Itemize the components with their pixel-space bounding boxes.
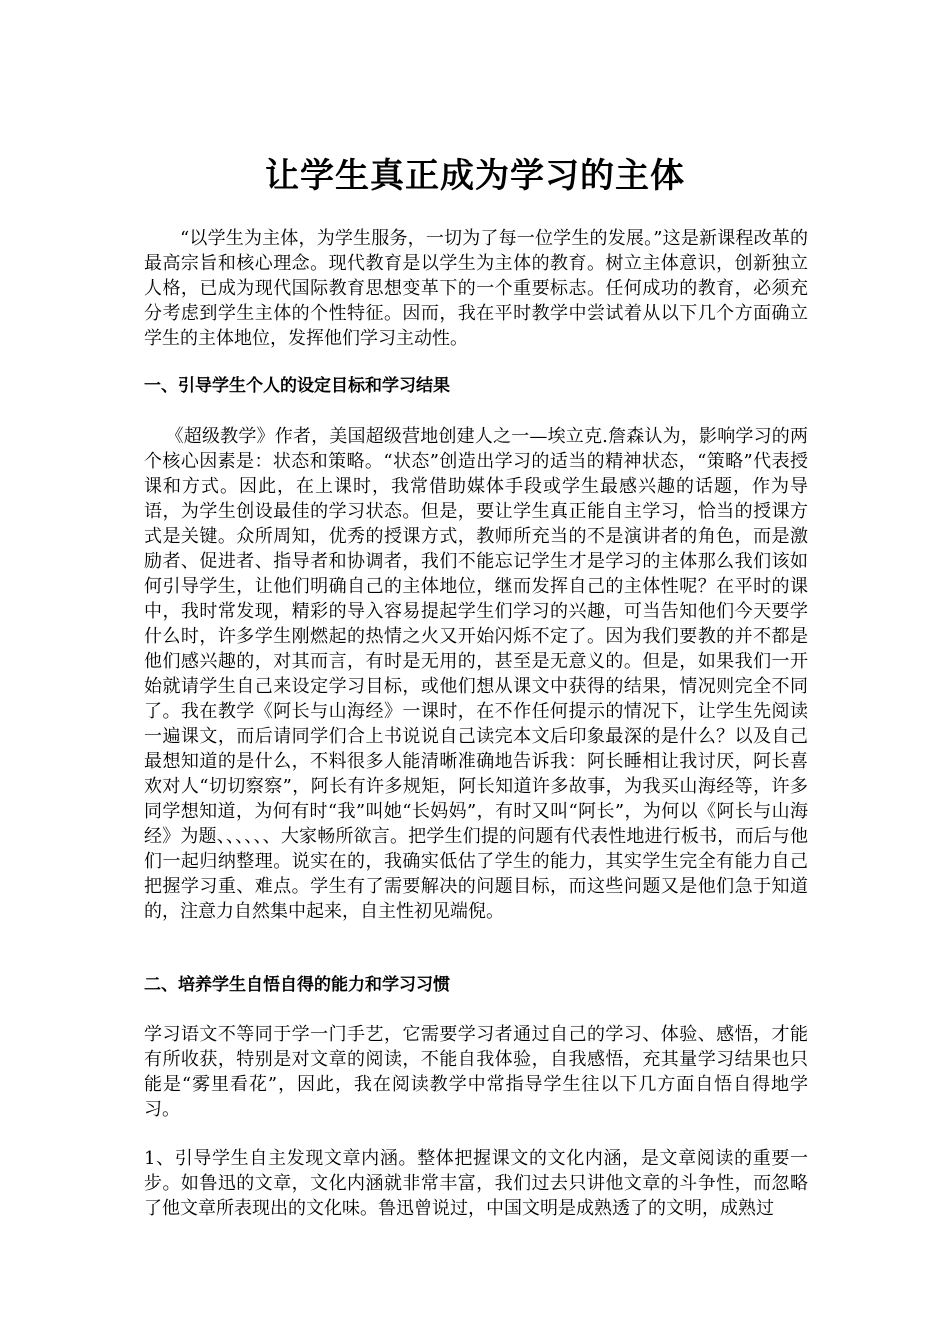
intro-paragraph: “以学生为主体，为学生服务，一切为了每一位学生的发展。”这是新课程改革的最高宗旨和核心理念。现代教育是以学生为主体的教育。树立主体意识，创新独立人格，已成为现代国际教育思想变革下的一个重要标志。任何成功的教育，必须充分考虑到学生主体的个性特征。因而，我在平时教学中尝试着从以下几个方面确立学生的主体地位，发挥他们学习主动性。: [144, 228, 808, 349]
section-1-paragraph: 《超级教学》作者，美国超级营地创建人之一—埃立克.詹森认为，影响学习的两个核心因素是：状态和策略。“状态”创造出学习的适当的精神状态，“策略”代表授课和方式。因此，在上课时，我常借助媒体手段或学生最感兴趣的话题，作为导语，为学生创设最佳的学习状态。但是，要让学生真正能自主学习，恰当的授课方式是关键。众所周知，优秀的授课方式，教师所充当的不是演讲者的角色，而是激励者、促进者、指导者和协调者，我们不能忘记学生才是学习的主体那么我们该如何引导学生，让他们明确自己的主体地位，继而发挥自己的主体性呢？在平时的课中，我时常发现，精彩的导入容易提起学生们学习的兴趣，可当告知他们今天要学什么时，许多学生刚燃起的热情之火又开始闪烁不定了。因为我们要教的并不都是他们感兴趣的，对其而言，有时是无用的，甚至是无意义的。但是，如果我们一开始就请学生自己来设定学习目标，或他们想从课文中获得的结果，情况则完全不同了。我在教学《阿长与山海经》一课时，在不作任何提示的情况下，让学生先阅读一遍课文，而后请同学们合上书说说自己读完本文后印象最深的是什么？以及自己最想知道的是什么，不料很多人能清晰准确地告诉我：阿长睡相让我讨厌，阿长喜欢对人“切切察察”，阿长有许多规矩，阿长知道许多故事，为我买山海经等，许多同学想知道，为何有时“我”叫她“长妈妈”，有时又叫“阿长”，为何以《阿长与山海经》为题、、、、、、大家畅所欲言。把学生们提的问题有代表性地进行板书，而后与他们一起归纳整理。说实在的，我确实低估了学生的能力，其实学生完全有能力自己把握学习重、难点。学生有了需要解决的问题目标，而这些问题又是他们急于知道的，注意力自然集中起来，自主性初见端倪。: [144, 426, 808, 922]
section-2-paragraph: 学习语文不等同于学一门手艺，它需要学习者通过自己的学习、体验、感悟，才能有所收获，特别是对文章的阅读，不能自我体验，自我感悟，充其量学习结果也只能是“雾里看花”，因此，我在阅读教学中常指导学生往以下几方面自悟自得地学习。: [144, 1024, 808, 1120]
section-heading-1: 一、引导学生个人的设定目标和学习结果: [144, 376, 450, 396]
section-heading-2: 二、培养学生自悟自得的能力和学习习惯: [144, 975, 450, 995]
section-2-item-1: 1、引导学生自主发现文章内涵。整体把握课文的文化内涵，是文章阅读的重要一步。如鲁迅的文章，文化内涵就非常丰富，我们过去只讲他文章的斗争性，而忽略了他文章所表现出的文化味。鲁迅曾说过，中国文明是成熟透了的文明，成熟过: [144, 1148, 808, 1219]
page-title: 让学生真正成为学习的主体: [265, 156, 685, 196]
